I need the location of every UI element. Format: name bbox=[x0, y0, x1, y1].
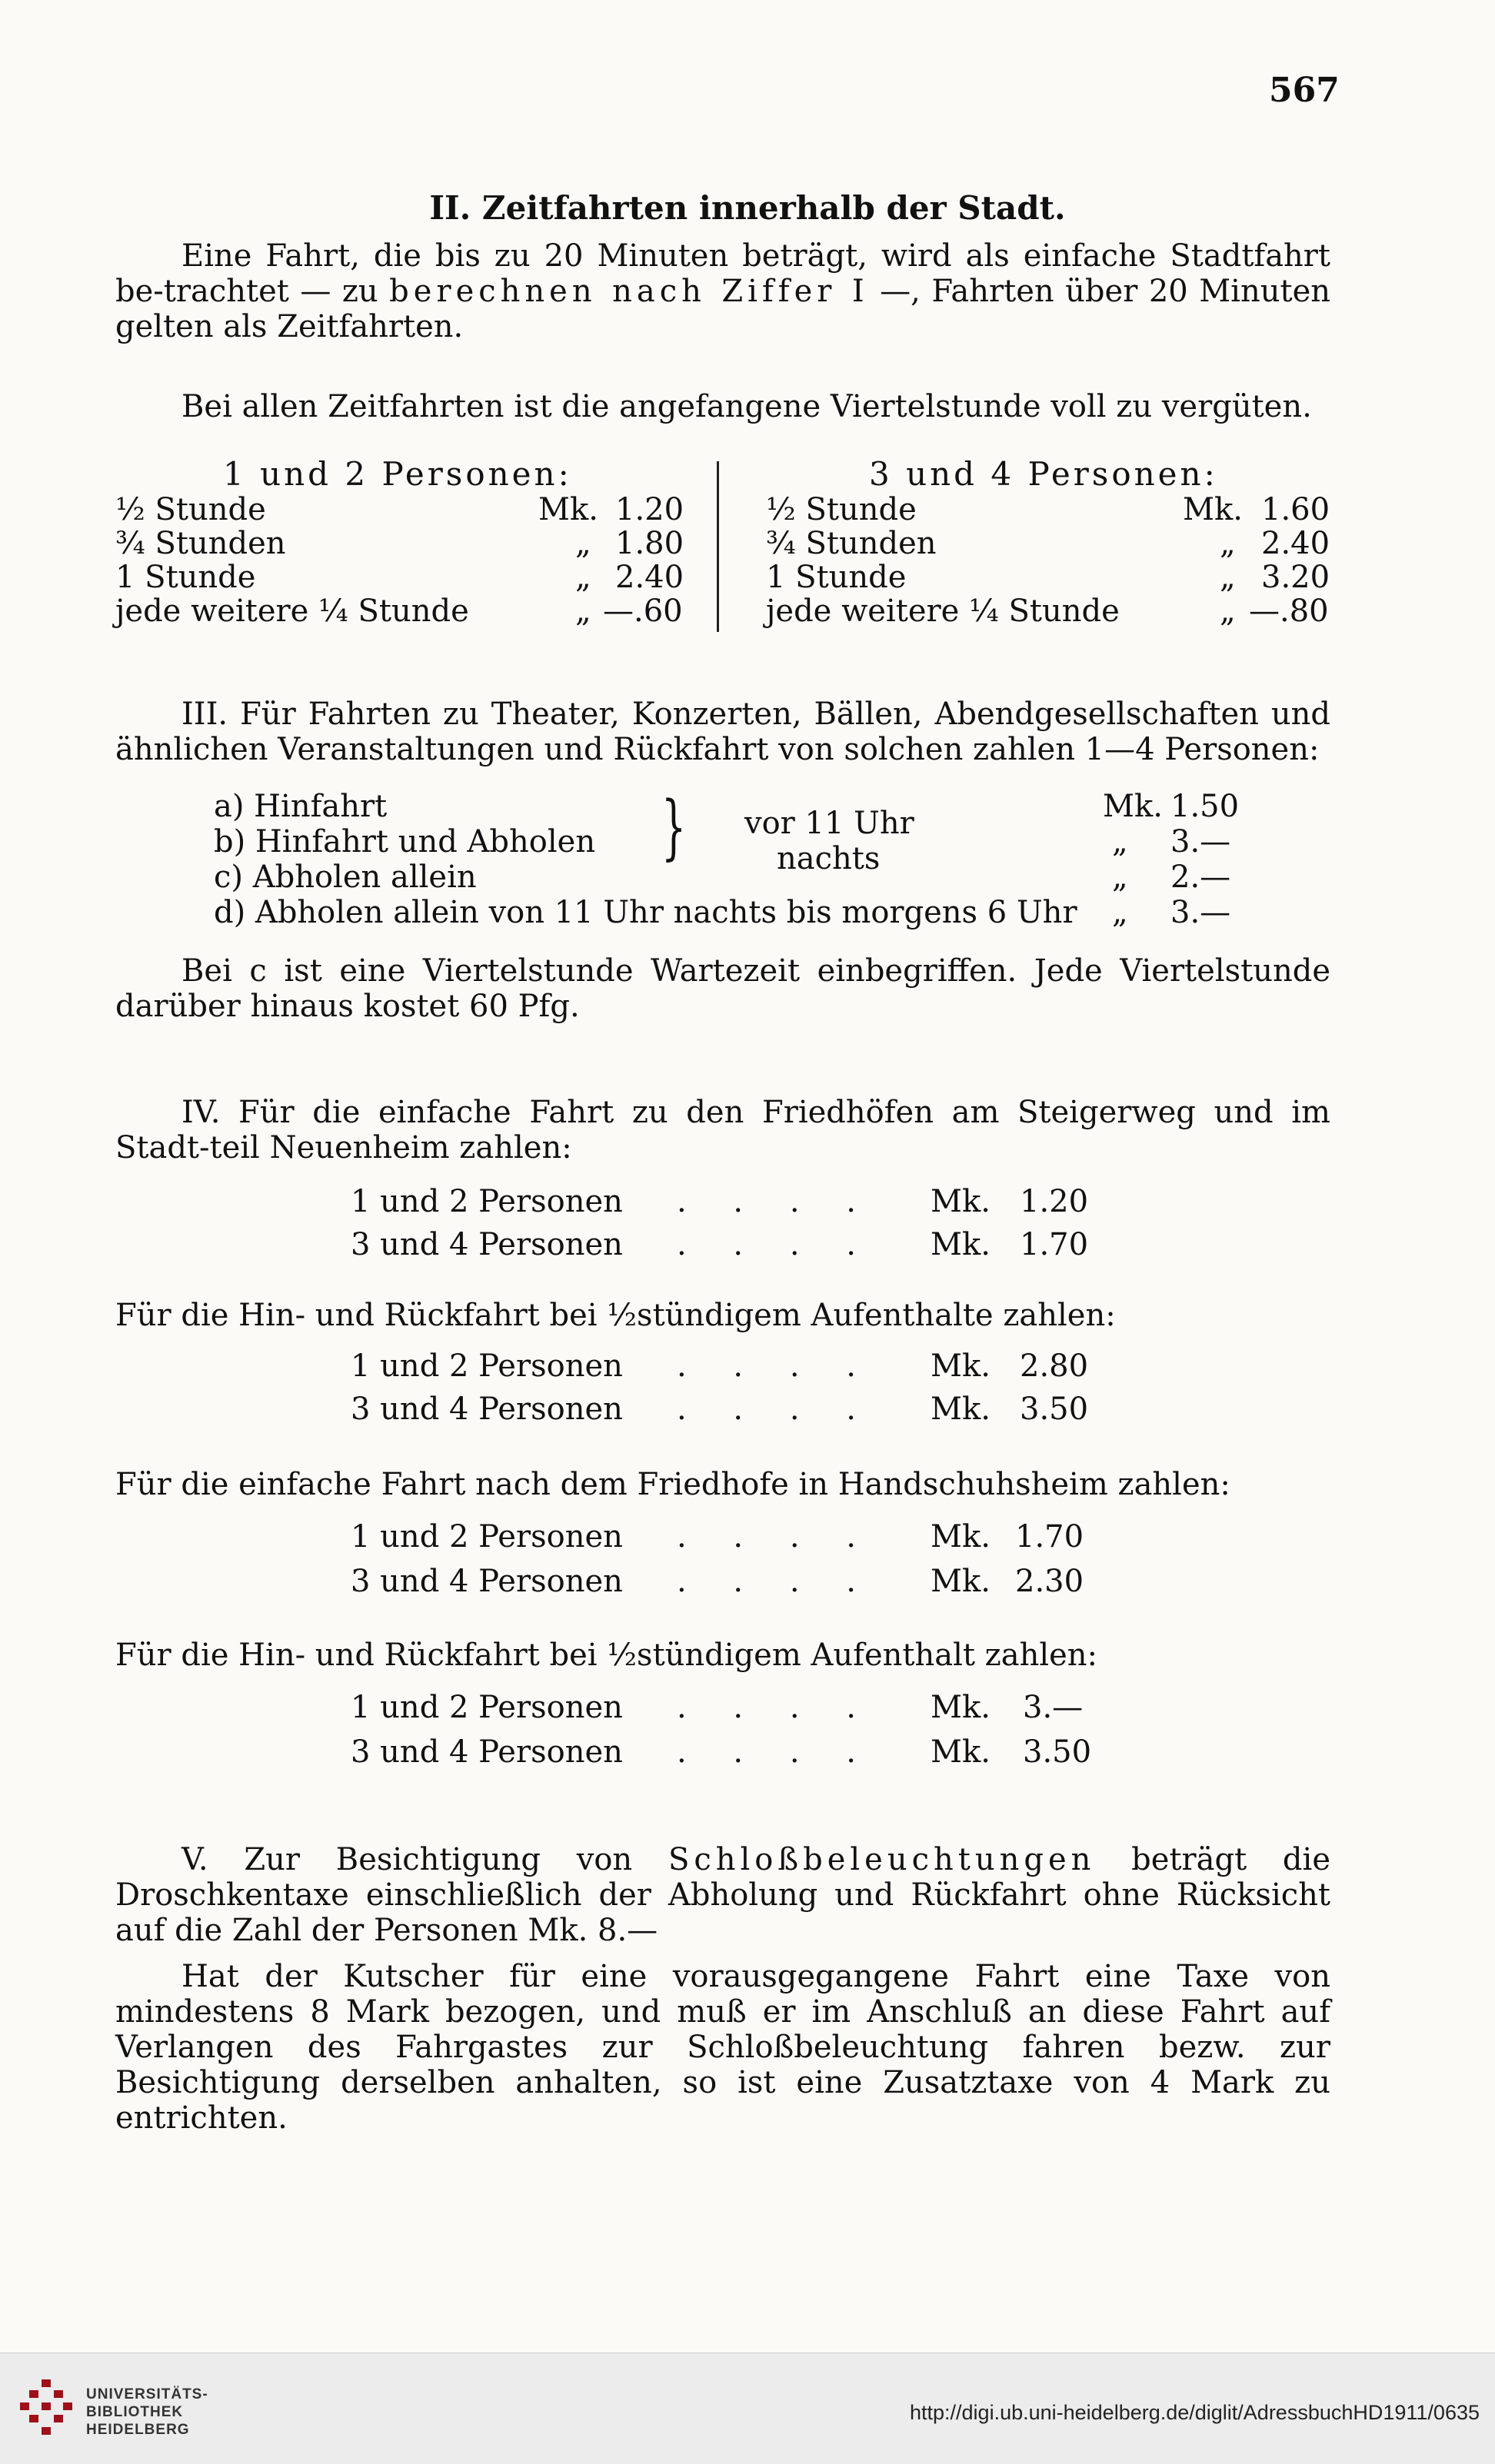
library-logo-text: UNIVERSITÄTS- BIBLIOTHEK HEIDELBERG bbox=[86, 2386, 208, 2438]
section-3-item-price: 1.50 bbox=[1170, 789, 1240, 824]
price-row-dots: . . . . bbox=[677, 1227, 875, 1262]
price-row-price: 3.— bbox=[1023, 1690, 1084, 1725]
price-row-label: 3 und 4 Personen bbox=[351, 1392, 623, 1427]
price-row-currency: Mk. bbox=[931, 1519, 991, 1555]
section-3-item-currency: „ bbox=[1112, 895, 1128, 930]
column-divider bbox=[717, 461, 719, 632]
price-row-price: 2.80 bbox=[1020, 1348, 1089, 1384]
scanned-page: 567 II. Zeitfahrten innerhalb der Stadt. Eine Fahrt, die bis zu 20 Minuten beträgt, wird als einfache Stadtfahrt be-trachtet — zu berechnen nach Ziffer I —, Fahrten über 20 Minuten gelten als Zeitfahrten. Bei allen Zeitfahrten ist die angefangene Viertelstunde voll zu vergüten. 1 und 2 Personen: ½ Stunde Mk. 1.20 ¾ Stunden „ 1.80 1 Stunde „ 2.40 jede weitere ¼ Stunde „ —.60 3 und 4 Personen: ½ Stunde Mk. 1.60 ¾ Stunden „ 2.40 1 Stunde „ 3.20 jede weitere ¼ Stunde „ —.80 III. Für Fahrten zu Theater, Konzerten, Bällen, Abendgesellschaften und ähnlichen Veranstaltungen und Rückfahrt von solchen zahlen 1—4 Personen: a) Hinfahrt b) Hinfahrt und Abholen c) Abholen allein d) Abholen allein von 11 Uhr nachts bis morgens 6 Uhr } vor 11 Uhr nachts Mk. 1.50 „ 3.— „ 2.— „ 3.— Bei c ist eine Viertelstunde Wartezeit einbegriffen. Jede Viertelstunde darüber hinaus kostet 60 Pfg. IV. Für die einfache Fahrt zu den Friedhöfen am Steigerweg und im Stadt-teil Neuenheim zahlen: 1 und 2 Personen . . . . Mk. 1.20 3 und 4 Personen . . . . Mk. 1.70 Für die Hin- und Rückfahrt bei ½stündigem Aufenthalte zahlen: 1 und 2 Personen . . . . Mk. 2.80 3 und 4 Personen . . . . Mk. 3.50 Für die einfache Fahrt nach dem Friedhofe in Handschuhsheim zahlen: 1 und 2 Personen . . . . Mk. 1.70 3 und 4 Personen . . . . Mk. 2.30 Für die Hin- und Rückfahrt bei ½stündigem Aufenthalt zahlen: 1 und 2 Personen . . . . Mk. 3.— 3 und 4 Personen . . . . Mk. 3.50 V. Zur Besichtigung von Schloßbeleuchtungen beträgt die Droschkentaxe einschließlich der Abholung und Rückfahrt ohne Rücksicht auf die Zahl der Personen Mk. 8.— Hat der Kutscher für eine vorausgegangene Fahrt eine Taxe von mindestens 8 Mark bezogen, und muß er im Anschluß an diese Fahrt auf Verlangen des Fahrgastes zur Schloßbeleuchtung fahren bezw. zur Besichtigung derselben anhalten, so ist eine Zusatztaxe von 4 Mark zu entrichten. bbox=[0, 0, 1495, 2353]
section-4-intro: IV. Für die einfache Fahrt zu den Friedhöfen am Steigerweg und im Stadt-teil Neuenheim zahlen: bbox=[115, 1095, 1330, 1165]
price-row-dots: . . . . bbox=[677, 1519, 875, 1555]
price-row-label: 1 und 2 Personen bbox=[351, 1690, 623, 1725]
group-heading: Für die Hin- und Rückfahrt bei ½stündigem Aufenthalt zahlen: bbox=[115, 1638, 1098, 1673]
price-row-price: 3.50 bbox=[1023, 1734, 1092, 1770]
price-row-label: 1 und 2 Personen bbox=[351, 1184, 623, 1219]
price-row-currency: Mk. bbox=[931, 1392, 991, 1427]
price-row-price: 1.70 bbox=[1015, 1519, 1084, 1555]
section-3-item-currency: „ bbox=[1112, 824, 1128, 860]
section-2-paragraph-2: Bei allen Zeitfahrten ist die angefangene Viertelstunde voll zu vergüten. bbox=[181, 389, 1312, 424]
price-row-label: 3 und 4 Personen bbox=[351, 1734, 623, 1770]
price-row-currency: Mk. bbox=[931, 1690, 991, 1725]
price-row-dots: . . . . bbox=[677, 1392, 875, 1427]
left-column-header: 1 und 2 Personen: bbox=[223, 455, 572, 493]
section-5-paragraph-1: V. Zur Besichtigung von Schloßbeleuchtungen beträgt die Droschkentaxe einschließlich der Abholung und Rückfahrt ohne Rücksicht auf die Zahl der Personen Mk. 8.— bbox=[115, 1842, 1330, 1948]
price-row-dots: . . . . bbox=[677, 1564, 875, 1599]
source-url-link[interactable]: http://digi.ub.uni-heidelberg.de/diglit/AdressbuchHD1911/0635 bbox=[910, 2401, 1480, 2424]
price-row-currency: Mk. bbox=[931, 1734, 991, 1770]
price-row-dots: . . . . bbox=[677, 1690, 875, 1725]
section-3-item-currency: Mk. bbox=[1103, 789, 1163, 824]
group-heading: Für die einfache Fahrt nach dem Friedhofe in Handschuhsheim zahlen: bbox=[115, 1467, 1230, 1502]
price-row-price: 1.20 bbox=[1020, 1184, 1089, 1219]
price-row-label: 1 und 2 Personen bbox=[351, 1519, 623, 1555]
price-row-price: 2.30 bbox=[1015, 1564, 1084, 1599]
brace-glyph: } bbox=[661, 786, 687, 868]
section-3-item-price: 3.— bbox=[1170, 824, 1231, 860]
price-row-label: 3 und 4 Personen bbox=[351, 1564, 623, 1599]
library-seal-icon bbox=[18, 2376, 74, 2438]
brace-note-2: nachts bbox=[777, 841, 881, 876]
page-number: 567 bbox=[1269, 71, 1340, 110]
section-3-item-label: a) Hinfahrt bbox=[214, 789, 388, 824]
section-2-paragraph-1: Eine Fahrt, die bis zu 20 Minuten beträgt, wird als einfache Stadtfahrt be-trachtet — zu berechnen nach Ziffer I —, Fahrten über 20 Minuten gelten als Zeitfahrten. bbox=[115, 238, 1331, 344]
price-row-currency: Mk. bbox=[931, 1348, 991, 1384]
section-3-item-currency: „ bbox=[1112, 860, 1128, 895]
section-3-item-label: d) Abholen allein von 11 Uhr nachts bis morgens 6 Uhr bbox=[214, 895, 1077, 930]
section-3-item-price: 3.— bbox=[1170, 895, 1231, 930]
price-row-currency: Mk. bbox=[931, 1227, 991, 1262]
right-column-header: 3 und 4 Personen: bbox=[869, 455, 1218, 493]
brace-note-1: vor 11 Uhr bbox=[744, 806, 914, 841]
price-row-dots: . . . . bbox=[677, 1348, 875, 1384]
section-5-paragraph-2: Hat der Kutscher für eine vorausgegangene Fahrt eine Taxe von mindestens 8 Mark bezogen, und muß er im Anschluß an diese Fahrt auf Verlangen des Fahrgastes zur Schloßbeleuchtung fahren bezw. zur Besichtigung derselben anhalten, so ist eine Zusatztaxe von 4 Mark zu entrichten. bbox=[115, 1959, 1330, 2136]
section-3-item-price: 2.— bbox=[1170, 860, 1231, 895]
section-3-item-label: b) Hinfahrt und Abholen bbox=[214, 824, 596, 860]
section-3-intro: III. Für Fahrten zu Theater, Konzerten, Bällen, Abendgesellschaften und ähnlichen Veranstaltungen und Rückfahrt von solchen zahlen 1—4 Personen: bbox=[115, 697, 1330, 767]
section-2-title: II. Zeitfahrten innerhalb der Stadt. bbox=[429, 189, 1066, 227]
price-row-dots: . . . . bbox=[677, 1734, 875, 1770]
section-3-item-label: c) Abholen allein bbox=[214, 860, 477, 895]
footer-bar bbox=[0, 2353, 1495, 2464]
price-row-dots: . . . . bbox=[677, 1184, 875, 1219]
price-row-label: 1 und 2 Personen bbox=[351, 1348, 623, 1384]
price-row-label: 3 und 4 Personen bbox=[351, 1227, 623, 1262]
price-row-price: 3.50 bbox=[1020, 1392, 1089, 1427]
section-3-note: Bei c ist eine Viertelstunde Wartezeit einbegriffen. Jede Viertelstunde darüber hinaus kostet 60 Pfg. bbox=[115, 953, 1330, 1024]
price-row-currency: Mk. bbox=[931, 1184, 991, 1219]
price-row-price: 1.70 bbox=[1020, 1227, 1089, 1262]
group-heading: Für die Hin- und Rückfahrt bei ½stündigem Aufenthalte zahlen: bbox=[115, 1298, 1116, 1333]
price-row-currency: Mk. bbox=[931, 1564, 991, 1599]
